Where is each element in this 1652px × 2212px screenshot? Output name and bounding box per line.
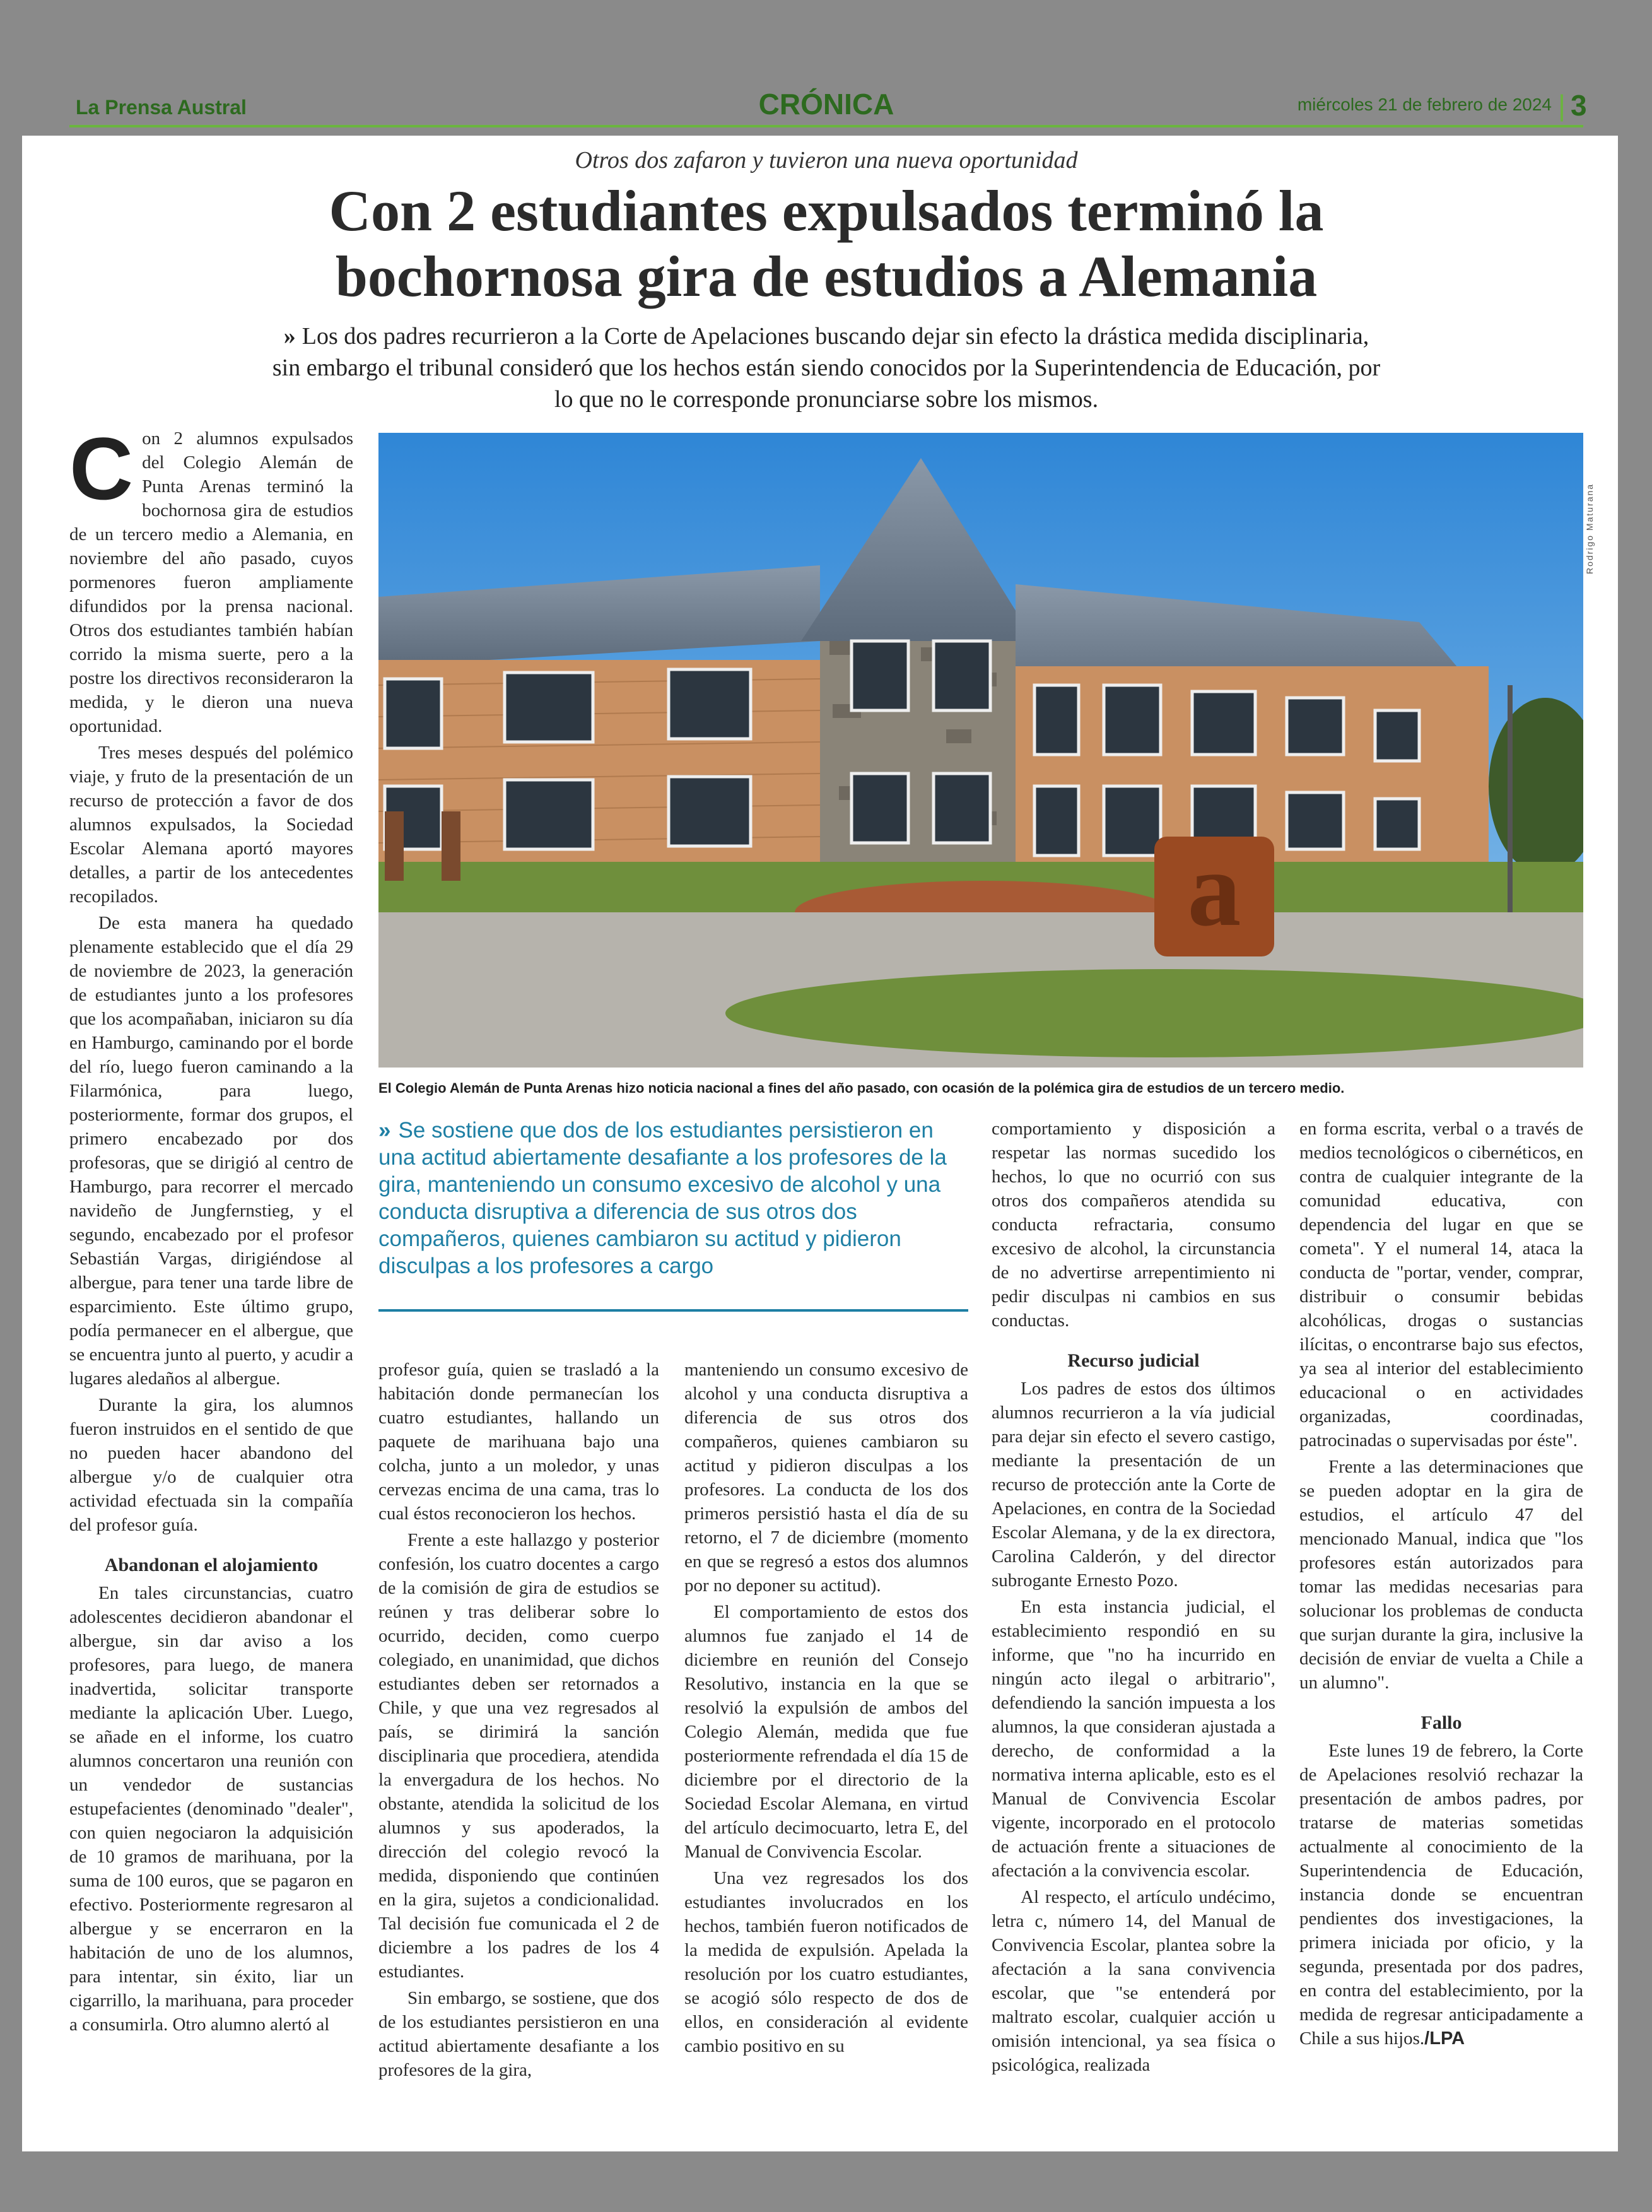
article-column-3 <box>684 1358 968 2061</box>
lead-paragraph-text: on 2 alumnos expulsados del Colegio Alemán de Punta Arenas terminó la bochornosa gira de estudios de un tercero medio a Alemania, en noviembre del año pasado, cuyos pormenores fueron ampliamente difundidos por la prensa nacional. Otros dos estudiantes también habían corrido la misma suerte, pero a la postre los directivos reconsideraron la medida, y le dieron una nueva oportunidad. <box>69 428 353 736</box>
pull-quote <box>378 1117 968 1312</box>
article-headline <box>126 178 1526 309</box>
paragraph: En tales circunstancias, cuatro adolescentes decidieron abandonar el albergue, sin dar aviso a los profesores, para luego, de manera inadvertida, solicitar transporte mediante la aplicación Uber. Luego, se añade en el informe, los cuatro alumnos concertaron una reunión con un vendedor de sustancias estupefacientes (denominado "dealer", con quien negociaron la adquisición de 10 gramos de marihuana, por la suma de 100 euros, que se pagaron en efectivo. Posteriormente regresaron al albergue y se encerraron en la habitación de uno de los alumnos, para intentar, sin éxito, liar un cigarrillo, la marihuana, para proceder a consumirla. Otro alumno alertó al <box>69 1583 353 2035</box>
photo-caption: El Colegio Alemán de Punta Arenas hizo noticia nacional a fines del año pasado, con ocasión de la polémica gira de estudios de un tercero medio. <box>378 1080 1345 1096</box>
section-title: CRÓNICA <box>758 88 894 121</box>
paragraph: Al respecto, el artículo undécimo, letra c, número 14, del Manual de Convivencia Escolar, plantea sobre la afectación a la sana convivencia escolar, que "se entenderá por maltrato escolar, cualquier acción u omisión intencional, ya sea física o psicológica, realizada <box>992 1887 1275 2075</box>
paragraph: manteniendo un consumo excesivo de alcohol y una conducta disruptiva a diferencia de sus otros dos compañeros, quienes cambiaron su actitud y pidieron disculpas a los profesores. La conducta de los dos primeros persistió hasta el día de su retorno, el 7 de diciembre (momento en que se regresó a estos dos alumnos por no deponer su actitud). <box>684 1360 968 1596</box>
paragraph: Frente a este hallazgo y posterior confesión, los cuatro docentes a cargo de la comisión de gira de estudios se reúnen y tras deliberar sobre lo ocurrido, deciden, como cuerpo colegiado, en unanimidad, que dichos estudiantes deben ser retornados a Chile, y que una vez regresados al país, se dirimirá la sanción disciplinaria que procediera, atendida la envergadura de los hechos. No obstante, atendida la solicitud de los alumnos y sus apoderados, la dirección del colegio revocó la medida, disponiendo que continúen en la gira, sujetos a condicionalidad. Tal decisión fue comunicada el 2 de diciembre a los padres de los 4 estudiantes. <box>378 1530 659 1982</box>
subhead-abandonan: Abandonan el alojamiento <box>104 1555 319 1575</box>
final-paragraph-text: Este lunes 19 de febrero, la Corte de Apelaciones resolvió rechazar la presentación de ambos padres, por tratarse de materias sometidas actualmente al conocimiento de la Superintendencia de Educación, instancia donde se encuentran pendientes dos investigaciones, la primera iniciada por oficio, y la segunda, presentada por dos padres, en contra del establecimiento, por la medida de regresar anticipadamente a Chile a sus hijos. <box>1299 1741 1583 2049</box>
photo-credit: Rodrigo Maturana <box>1585 483 1595 574</box>
article-column-1 <box>69 419 353 2039</box>
headline-line-1: Con 2 estudiantes expulsados terminó la <box>329 179 1324 243</box>
school-photo <box>378 433 1583 1068</box>
pull-quote-rule <box>378 1309 968 1312</box>
lead-paragraph <box>69 419 353 738</box>
paragraph: Frente a las determinaciones que se pueden adoptar en la gira de estudios, el artículo 47 del mencionado Manual, indica que "los profesores están autorizados para tomar las medidas necesarias para solucionar los problemas de conducta que surjan durante la gira, inclusive la decisión de enviar de vuelta a Chile a un alumno". <box>1299 1457 1583 1693</box>
school-building-illustration <box>378 433 1583 1068</box>
page-number: | 3 <box>1558 89 1587 122</box>
paragraph: De esta manera ha quedado plenamente establecido que el día 29 de noviembre de 2023, la generación de estudiantes junto a los profesores que los acompañaban, iniciaron su día en Hamburgo, caminando por el borde del río, luego fueron caminando a la Filarmónica, para luego, posteriormente, formar dos grupos, el primero encabezado por dos profesoras, que se dirigió al centro de Hamburgo, para recorrer el mercado navideño de Jungfernstieg, y el segundo, encabezado por el profesor Sebastián Vargas, dirigiéndose al albergue, para tener una tarde libre de esparcimiento. Este último grupo, podía permanecer en el albergue, que se encuentra junto al puerto, y acudir a lugares aledaños al albergue. <box>69 913 353 1389</box>
paragraph: Los padres de estos dos últimos alumnos recurrieron a la vía judicial para dejar sin efecto el severo castigo, mediante la presentación de un recurso de protección ante la Corte de Apelaciones, en contra de la Sociedad Escolar Alemana, y de la ex directora, Carolina Calderón, y del director subrogante Ernesto Pozo. <box>992 1379 1275 1591</box>
pullquote-arrow-icon: » <box>378 1118 391 1143</box>
drop-cap: C <box>69 419 134 518</box>
deck-text: Los dos padres recurrieron a la Corte de Apelaciones buscando dejar sin efecto la drástica medida disciplinaria, sin embargo el tribunal consideró que los hechos están siendo conocidos por la Superintendencia de Educación, por lo que no le corresponde pronunciarse sobre los mismos. <box>272 323 1381 413</box>
pull-quote-text: Se sostiene que dos de los estudiantes persistieron en una actitud abiertamente desafiante a los profesores de la gira, manteniendo un consumo excesivo de alcohol y una conducta disruptiva a diferencia de sus otros dos compañeros, quienes cambiaron su actitud y pidieron disculpas a los profesores a cargo <box>378 1118 947 1278</box>
paragraph: profesor guía, quien se trasladó a la habitación donde permanecían los cuatro estudiantes, hallando un paquete de marihuana bajo una colcha, junto a un moledor, y unas cervezas encima de una cama, tras lo cual éstos reconocieron los hechos. <box>378 1360 659 1524</box>
headline-line-2: bochornosa gira de estudios a Alemania <box>335 244 1318 309</box>
article-kicker: Otros dos zafaron y tuvieron una nueva oportunidad <box>575 147 1078 174</box>
subhead-recurso: Recurso judicial <box>1067 1350 1200 1371</box>
article-column-2 <box>378 1358 659 2085</box>
author-signature: /LPA <box>1424 2028 1465 2049</box>
paragraph: en forma escrita, verbal o a través de medios tecnológicos o cibernéticos, en contra de cualquier integrante de la comunidad educativa, con dependencia del lugar en que se cometa". Y el numeral 14, ataca la conducta de "portar, vender, comprar, distribuir o consumir bebidas alcohólicas, drogas o sustancias ilícitas, o encontrarse bajo sus efectos, ya sea al interior del establecimiento educacional o en actividades organizadas, coordinadas, patrocinadas o supervisadas por éste". <box>1299 1119 1583 1450</box>
article-deck <box>271 321 1381 415</box>
paragraph: Una vez regresados los dos estudiantes involucrados en los hechos, también fueron notificados de la medida de expulsión. Apelada la resolución por los cuatro estudiantes, se acogió sólo respecto de dos de ellos, en consideración al evidente cambio positivo en su <box>684 1868 968 2056</box>
page-number-value: 3 <box>1570 89 1587 122</box>
article-column-4 <box>992 1117 1275 2080</box>
subhead-fallo: Fallo <box>1421 1712 1462 1733</box>
paragraph: comportamiento y disposición a respetar las normas sucedido los hechos, lo que no ocurrió con sus otros dos compañeros atendida su conducta refractaria, consumo excesivo de alcohol, la circunstancia de no advertirse arrepentimiento ni pedir disculpas ni cambios en sus conductas. <box>992 1119 1275 1331</box>
paragraph: El comportamiento de estos dos alumnos fue zanjado el 14 de diciembre en reunión del Consejo Resolutivo, instancia en la que se resolvió la expulsión de ambos del Colegio Alemán, medida que fue posteriormente refrendada el día 15 de diciembre por el directorio de la Sociedad Escolar Alemana, en virtud del artículo decimocuarto, letra E, del Manual de Convivencia Escolar. <box>684 1602 968 1862</box>
deck-arrow-icon: » <box>283 323 296 350</box>
paragraph: Sin embargo, se sostiene, que dos de los estudiantes persistieron en una actitud abiertamente desafiante a los profesores de la gira, <box>378 1988 659 2080</box>
article-column-5 <box>1299 1117 1583 2053</box>
paragraph <box>1299 1739 1583 2050</box>
publication-date: miércoles 21 de febrero de 2024 <box>1297 95 1552 114</box>
paragraph: En esta instancia judicial, el establecimiento respondió en su informe, que "no ha incurrido en ningún acto ilegal o arbitrario", defendiendo la sanción impuesta a los alumnos, la que consideran ajustada a derecho, de conformidad a la normativa interna aplicable, esto es el Manual de Convivencia Escolar vigente, incorporado en el protocolo de actuación frente a situaciones de afectación a la convivencia escolar. <box>992 1597 1275 1881</box>
paragraph: Durante la gira, los alumnos fueron instruidos en el sentido de que no pueden hacer abandono del albergue y/o de cualquier otra actividad efectuada sin la compañía del profesor guía. <box>69 1395 353 1535</box>
paragraph: Tres meses después del polémico viaje, y fruto de la presentación de un recurso de protección a favor de dos alumnos expulsados, la Sociedad Escolar Alemana aportó mayores detalles, a partir de los antecedentes recopilados. <box>69 743 353 907</box>
header-rule <box>69 125 1583 127</box>
newspaper-brand: La Prensa Austral <box>76 96 247 119</box>
svg-text:a: a <box>1187 830 1241 948</box>
